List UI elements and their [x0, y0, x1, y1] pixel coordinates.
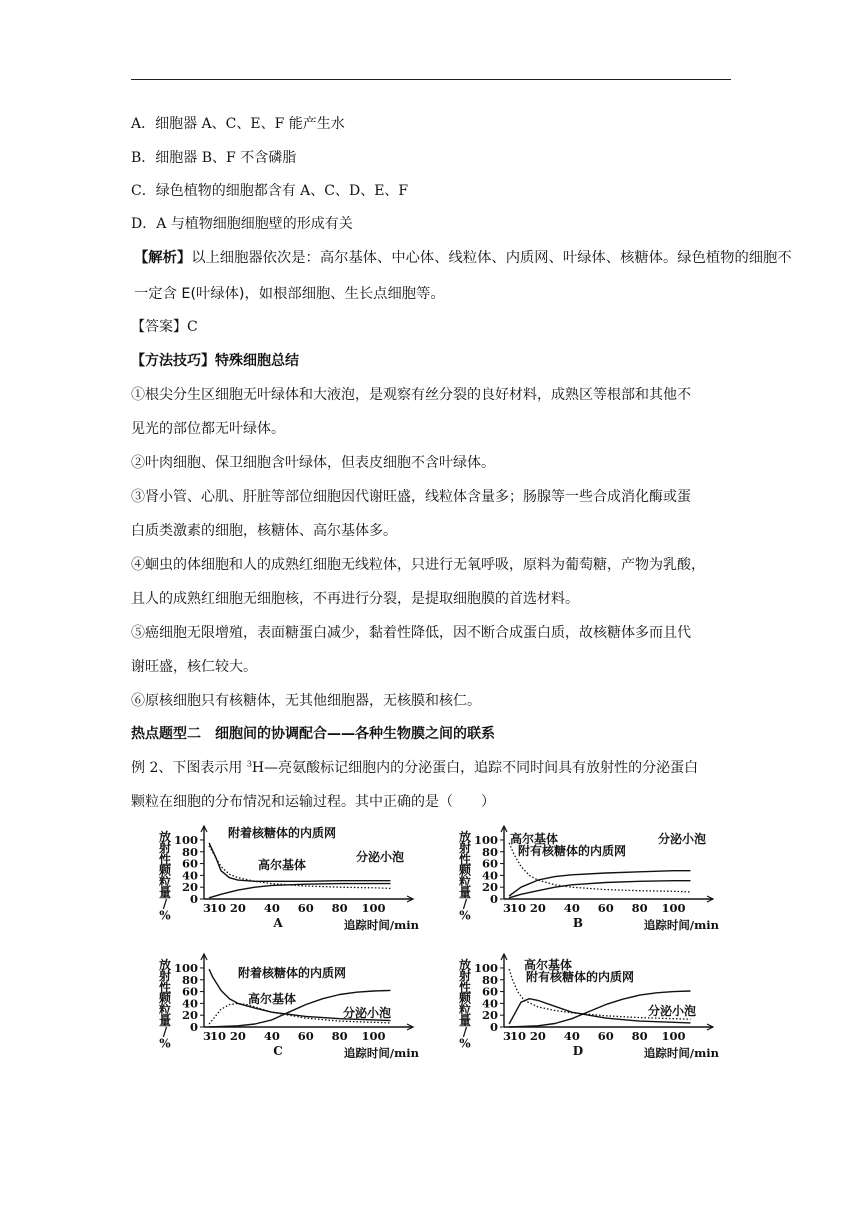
- y-axis-label-char: 量: [458, 1014, 472, 1028]
- example-prefix: 例 2、下图表示用: [131, 760, 247, 776]
- x-tick-label: 60: [597, 901, 614, 915]
- y-tick-label: 40: [481, 868, 498, 883]
- series-label: 分泌小泡: [658, 832, 707, 846]
- method-line: 谢旺盛，核仁较大。: [131, 659, 257, 675]
- y-tick-label: 80: [181, 844, 198, 859]
- y-axis-label-char: 颗: [158, 991, 172, 1006]
- analysis-line-2: 一定含 E(叶绿体)，如根部细胞、生长点细胞等。: [134, 286, 445, 302]
- example-rest: H—亮氨酸标记细胞内的分泌蛋白，追踪不同时间具有放射性的分泌蛋白: [251, 760, 699, 776]
- y-axis-label-char: 颗: [158, 863, 172, 878]
- y-axis-label-char: 性: [158, 852, 172, 867]
- isotope-superscript: 3: [246, 759, 252, 769]
- x-tick-label: 20: [529, 901, 546, 915]
- series-label: 分泌小泡: [343, 1006, 392, 1020]
- y-axis-label-char: 放: [458, 830, 472, 844]
- x-tick-label: 40: [263, 901, 280, 915]
- method-title: 【方法技巧】特殊细胞总结: [131, 353, 299, 369]
- option-b: B．细胞器 B、F 不含磷脂: [131, 150, 297, 166]
- option-c: C．绿色植物的细胞都含有 A、C、D、E、F: [131, 183, 409, 199]
- chart-panels: [138, 825, 738, 1070]
- x-tick-label: 60: [597, 1029, 614, 1043]
- y-axis-label-char: 粒: [158, 1002, 172, 1017]
- y-axis-label-char: /: [162, 1025, 168, 1040]
- x-tick-label: 80: [331, 1029, 348, 1043]
- y-tick-label: 100: [473, 960, 498, 975]
- y-tick-label: 20: [181, 1008, 198, 1023]
- method-line: ④蛔虫的体细胞和人的成熟红细胞无线粒体，只进行无氧呼吸，原料为葡萄糖，产物为乳酸，: [131, 557, 705, 573]
- y-axis-label-char: 射: [158, 969, 172, 984]
- x-tick-label: 100: [661, 1029, 686, 1043]
- y-axis-label-char: %: [159, 908, 171, 923]
- chart-figure: [138, 825, 738, 1070]
- x-tick-label: 40: [263, 1029, 280, 1043]
- y-axis-label-char: 粒: [458, 1002, 472, 1017]
- series-line: [209, 884, 390, 898]
- x-tick-label: 20: [229, 901, 246, 915]
- x-axis-label: 追踪时间/min: [343, 918, 419, 932]
- x-tick-label: 80: [631, 1029, 648, 1043]
- panel-letter: C: [273, 1044, 283, 1058]
- y-tick-label: 0: [489, 892, 498, 906]
- y-axis-label-char: 放: [458, 958, 472, 972]
- x-tick-label: 60: [297, 901, 314, 915]
- series-line: [509, 881, 690, 898]
- method-line: 见光的部位都无叶绿体。: [131, 421, 285, 437]
- method-line: ③肾小管、心肌、肝脏等部位细胞因代谢旺盛，线粒体含量多；肠腺等一些合成消化酶或蛋: [131, 489, 691, 505]
- option-d: D．A 与植物细胞细胞壁的形成有关: [131, 216, 353, 232]
- y-axis-label-char: 射: [158, 841, 172, 856]
- analysis-text-1: 以上细胞器依次是：高尔基体、中心体、线粒体、内质网、叶绿体、核糖体。绿色植物的细胞不: [191, 250, 792, 266]
- y-axis-label-char: 颗: [458, 991, 472, 1006]
- y-axis-label-char: 颗: [458, 863, 472, 878]
- y-axis-label-char: %: [159, 1036, 171, 1051]
- y-tick-label: 60: [181, 984, 198, 999]
- x-tick-label: 3: [502, 1029, 512, 1043]
- panel-letter: A: [273, 916, 283, 930]
- x-axis-label: 追踪时间/min: [343, 1046, 419, 1060]
- y-axis-label-char: 放: [158, 830, 172, 844]
- x-axis-label: 追踪时间/min: [643, 918, 719, 932]
- y-tick-label: 20: [481, 880, 498, 895]
- y-tick-label: 20: [481, 1008, 498, 1023]
- x-tick-label: 3: [202, 1029, 212, 1043]
- y-tick-label: 40: [481, 996, 498, 1011]
- y-tick-label: 80: [481, 844, 498, 859]
- x-axis-label: 追踪时间/min: [643, 1046, 719, 1060]
- series-label: 分泌小泡: [356, 850, 405, 864]
- x-tick-label: 80: [631, 901, 648, 915]
- x-tick-label: 40: [563, 901, 580, 915]
- y-axis-label-char: 射: [458, 969, 472, 984]
- analysis-tag: 【解析】: [134, 250, 192, 266]
- example-line-1: [131, 757, 698, 777]
- method-line: ⑥原核细胞只有核糖体，无其他细胞器，无核膜和核仁。: [131, 693, 481, 709]
- y-tick-label: 0: [189, 1020, 198, 1034]
- x-tick-label: 20: [229, 1029, 246, 1043]
- y-tick-label: 40: [181, 996, 198, 1011]
- y-tick-label: 100: [173, 832, 198, 847]
- y-axis-label-char: /: [162, 897, 168, 912]
- y-tick-label: 20: [181, 880, 198, 895]
- series-label: 附着核糖体的内质网: [228, 826, 337, 840]
- x-tick-label: 80: [331, 901, 348, 915]
- series-label: 高尔基体: [258, 858, 307, 872]
- y-tick-label: 100: [473, 832, 498, 847]
- y-tick-label: 60: [481, 856, 498, 871]
- y-tick-label: 80: [181, 972, 198, 987]
- y-axis-label-char: %: [459, 908, 471, 923]
- series-label: 高尔基体: [510, 832, 559, 846]
- y-axis-label-char: 放: [158, 958, 172, 972]
- y-tick-label: 0: [489, 1020, 498, 1034]
- y-tick-label: 60: [181, 856, 198, 871]
- x-tick-label: 10: [509, 1029, 527, 1043]
- x-tick-label: 40: [563, 1029, 580, 1043]
- y-tick-label: 100: [173, 960, 198, 975]
- y-axis-label-char: 量: [458, 886, 472, 900]
- header-rule: [131, 79, 731, 80]
- x-tick-label: 20: [529, 1029, 546, 1043]
- analysis-line-1: [134, 247, 792, 267]
- x-tick-label: 10: [209, 901, 227, 915]
- y-tick-label: 80: [481, 972, 498, 987]
- answer: 【答案】C: [131, 319, 198, 335]
- y-axis-label-char: 性: [458, 980, 472, 995]
- example-line-2: 颗粒在细胞的分布情况和运输过程。其中正确的是（ ）: [131, 794, 495, 810]
- x-tick-label: 100: [661, 901, 686, 915]
- panel-letter: B: [572, 916, 584, 930]
- section-title: 热点题型二 细胞间的协调配合——各种生物膜之间的联系: [131, 726, 495, 742]
- series-label: 附有核糖体的内质网: [526, 970, 635, 984]
- y-axis-label-char: 粒: [158, 874, 172, 889]
- y-axis-label-char: 性: [158, 980, 172, 995]
- y-tick-label: 40: [181, 868, 198, 883]
- x-tick-label: 100: [361, 901, 386, 915]
- option-a: A．细胞器 A、C、E、F 能产生水: [131, 116, 345, 132]
- x-tick-label: 3: [502, 901, 512, 915]
- y-axis-label-char: 性: [458, 852, 472, 867]
- y-tick-label: 0: [189, 892, 198, 906]
- y-axis-label-char: 量: [158, 886, 172, 900]
- method-line: 且人的成熟红细胞无细胞核，不再进行分裂，是提取细胞膜的首选材料。: [131, 591, 579, 607]
- method-line: ⑤癌细胞无限增殖，表面糖蛋白减少，黏着性降低，因不断合成蛋白质，故核糖体多而且代: [131, 625, 691, 641]
- series-label: 分泌小泡: [648, 1004, 697, 1018]
- y-axis-label-char: 射: [458, 841, 472, 856]
- x-tick-label: 10: [209, 1029, 227, 1043]
- method-line: ②叶肉细胞、保卫细胞含叶绿体，但表皮细胞不含叶绿体。: [131, 455, 495, 471]
- method-line: 白质类激素的细胞，核糖体、高尔基体多。: [131, 523, 397, 539]
- y-tick-label: 60: [481, 984, 498, 999]
- series-label: 附着核糖体的内质网: [238, 966, 347, 980]
- y-axis-label-char: %: [459, 1036, 471, 1051]
- series-label: 高尔基体: [248, 992, 297, 1006]
- y-axis-label-char: /: [462, 897, 468, 912]
- x-tick-label: 100: [361, 1029, 386, 1043]
- x-tick-label: 3: [202, 901, 212, 915]
- y-axis-label-char: /: [462, 1025, 468, 1040]
- series-label: 附有核糖体的内质网: [518, 844, 627, 858]
- method-line: ①根尖分生区细胞无叶绿体和大液泡，是观察有丝分裂的良好材料，成熟区等根部和其他不: [131, 387, 691, 403]
- panel-letter: D: [572, 1044, 584, 1058]
- series-label: 高尔基体: [524, 958, 573, 972]
- y-axis-label-char: 粒: [458, 874, 472, 889]
- y-axis-label-char: 量: [158, 1014, 172, 1028]
- x-tick-label: 60: [297, 1029, 314, 1043]
- x-tick-label: 10: [509, 901, 527, 915]
